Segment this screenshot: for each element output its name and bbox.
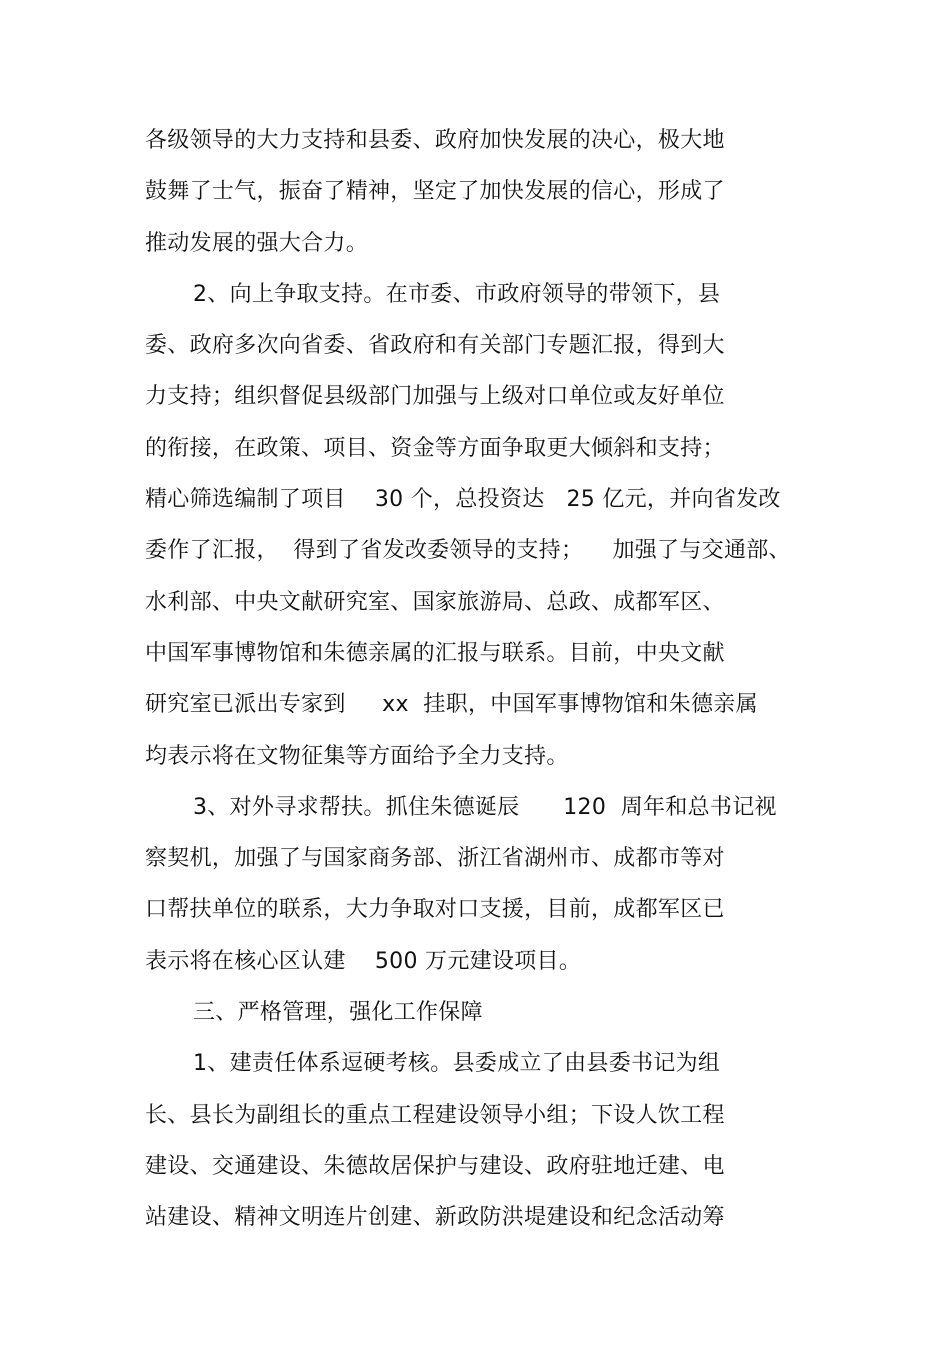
text-line: 力支持；组织督促县级部门加强与上级对口单位或友好单位 xyxy=(145,384,725,410)
text-line: 委作了汇报， 得到了省发改委领导的支持； 加强了与交通部、 xyxy=(145,538,791,564)
text-line: 建设、交通建设、朱德故居保护与建设、政府驻地迁建、电 xyxy=(145,1153,725,1179)
section-heading: 三、严格管理，强化工作保障 xyxy=(193,1000,483,1026)
text-line: 站建设、精神文明连片创建、新政防洪堤建设和纪念活动筹 xyxy=(145,1205,725,1231)
text-line: 的衔接，在政策、项目、资金等方面争取更大倾斜和支持； xyxy=(145,435,725,461)
text-line: 研究室已派出专家到 xx 挂职，中国军事博物馆和朱德亲属 xyxy=(145,692,758,718)
paragraph-start-line: 3、对外寻求帮扶。抓住朱德诞辰 120 周年和总书记视 xyxy=(193,794,777,820)
text-line: 水利部、中央文献研究室、国家旅游局、总政、成都军区、 xyxy=(145,589,725,615)
text-line: 察契机，加强了与国家商务部、浙江省湖州市、成都市等对 xyxy=(145,846,725,872)
text-line: 长、县长为副组长的重点工程建设领导小组；下设人饮工程 xyxy=(145,1102,725,1128)
text-line: 口帮扶单位的联系，大力争取对口支援，目前，成都军区已 xyxy=(145,897,725,923)
text-line: 表示将在核心区认建 500 万元建设项目。 xyxy=(145,948,582,974)
paragraph-start-line: 1、建责任体系逗硬考核。县委成立了由县委书记为组 xyxy=(193,1051,721,1077)
text-line: 鼓舞了士气，振奋了精神，坚定了加快发展的信心，形成了 xyxy=(145,179,725,205)
text-line: 各级领导的大力支持和县委、政府加快发展的决心，极大地 xyxy=(145,128,725,153)
text-line: 委、政府多次向省委、省政府和有关部门专题汇报，得到大 xyxy=(145,333,725,359)
text-line: 精心筛选编制了项目 30 个，总投资达 25 亿元，并向省发改 xyxy=(145,487,781,513)
text-line: 均表示将在文物征集等方面给予全力支持。 xyxy=(145,743,569,769)
text-line: 中国军事博物馆和朱德亲属的汇报与联系。目前，中央文献 xyxy=(145,640,725,666)
paragraph-start-line: 2、向上争取支持。在市委、市政府领导的带领下，县 xyxy=(193,281,721,307)
document-body xyxy=(145,118,805,1247)
text-line: 推动发展的强大合力。 xyxy=(145,230,369,256)
